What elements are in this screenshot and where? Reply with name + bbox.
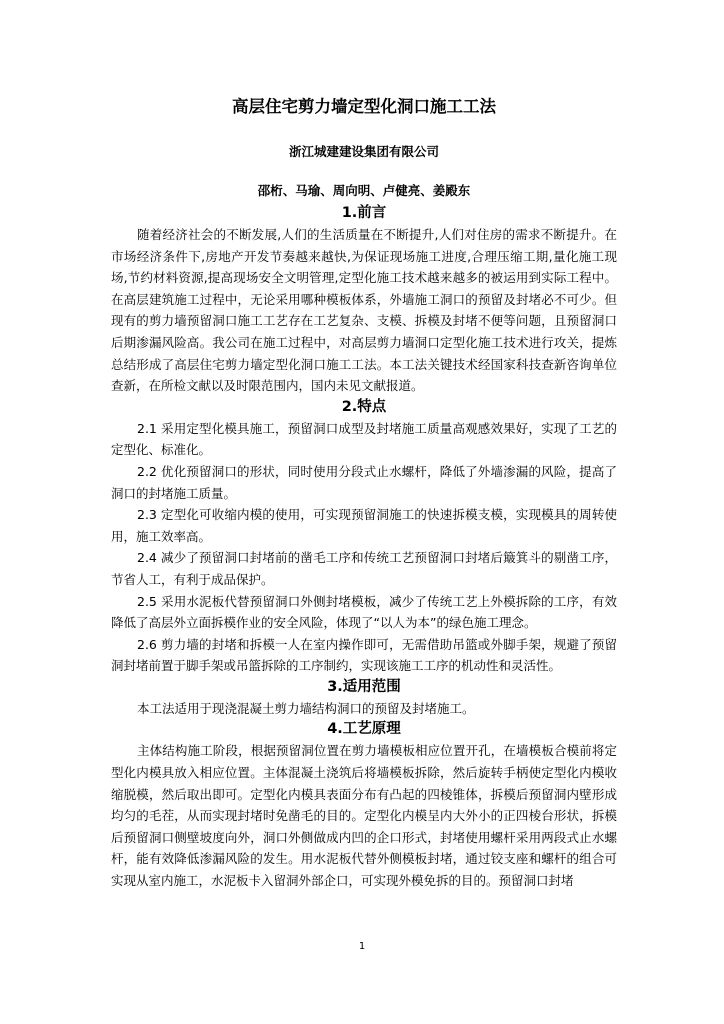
paragraph: 2.6 剪力墙的封堵和拆模一人在室内操作即可，无需借助吊篮或外脚手架，规避了预留洞封堵前置于脚手架或吊篮拆除的工序制约，实现该施工工序的机动性和灵活性。: [111, 636, 617, 674]
paragraph: 主体结构施工阶段，根据预留洞位置在剪力墙模板相应位置开孔，在墙模板合模前将定型化内模具放入相应位置。主体混凝土浇筑后将墙模板拆除，然后旋转手柄使定型化内模收缩脱模，然后取出即可。定型化内模具表面分布有凸起的四棱锥体，拆模后预留洞内壁形成均匀的毛茬，从而实现封堵时免凿毛的目的。定型化内模呈内大外小的正四棱台形状，拆模后预留洞口侧壁坡度向外，洞口外侧做成内凹的企口形式，封堵使用螺杆采用两段式止水螺杆，能有效降低渗漏风险的发生。用水泥板代替外侧模板封堵，通过铰支座和螺杆的组合可实现从室内施工，水泥板卡入留洞外部企口，可实现外模免拆的目的。预留洞口封堵: [111, 743, 617, 889]
paragraph: 2.1 采用定型化模具施工，预留洞口成型及封堵施工质量高观感效果好，实现了工艺的定型化、标准化。: [111, 420, 617, 458]
document-page: [111, 96, 617, 892]
paragraph: 2.5 采用水泥板代替预留洞口外侧封堵模板，减少了传统工艺上外模拆除的工序，有效降低了高层外立面拆模作业的安全风险，体现了“以人为本”的绿色施工理念。: [111, 593, 617, 631]
page-number: 1: [358, 941, 366, 952]
authors: 邵桁、马瑜、周向明、卢健亮、姜殿东: [257, 183, 471, 198]
paragraph: 2.2 优化预留洞口的形状，同时使用分段式止水螺杆，降低了外墙渗漏的风险，提高了洞口的封堵施工质量。: [111, 463, 617, 501]
paragraph: 随着经济社会的不断发展,人们的生活质量在不断提升,人们对住房的需求不断提升。在市场经济条件下,房地产开发节奏越来越快,为保证现场施工进度,合理压缩工期,量化施工现场,节约材料资源,提高现场安全文明管理,定型化施工技术越来越多的被运用到实际工程中。在高层建筑施工过程中，无论采用哪种模板体系，外墙施工洞口的预留及封堵必不可少。但现有的剪力墙预留洞口施工工艺存在工艺复杂、支模、拆模及封堵不便等问题，且预留洞口后期渗漏风险高。我公司在施工过程中，对高层剪力墙洞口定型化施工技术进行攻关，提炼总结形成了高层住宅剪力墙定型化洞口施工工法。本工法关键技术经国家科技查新咨询单位查新，在所检文献以及时限范围内，国内未见文献报道。: [111, 227, 617, 394]
section-heading-scope: 3.适用范围: [327, 678, 401, 695]
organization: 浙江城建建设集团有限公司: [288, 144, 439, 159]
section-heading-intro: 1.前言: [341, 205, 387, 221]
paragraph: 2.3 定型化可收缩内模的使用，可实现预留洞施工的快速拆模支模，实现模具的周转使用，施工效率高。: [111, 507, 617, 544]
paragraph: 2.4 减少了预留洞口封堵前的凿毛工序和传统工艺预留洞口封堵后簸箕斗的剔凿工序，节省人工，有利于成品保护。: [111, 550, 617, 587]
section-heading-principle: 4.工艺原理: [327, 721, 401, 738]
section-heading-features: 2.特点: [341, 398, 387, 415]
paragraph: 本工法适用于现浇混凝土剪力墙结构洞口的预留及封堵施工。: [137, 700, 475, 716]
document-title: 高层住宅剪力墙定型化洞口施工工法: [232, 97, 496, 116]
